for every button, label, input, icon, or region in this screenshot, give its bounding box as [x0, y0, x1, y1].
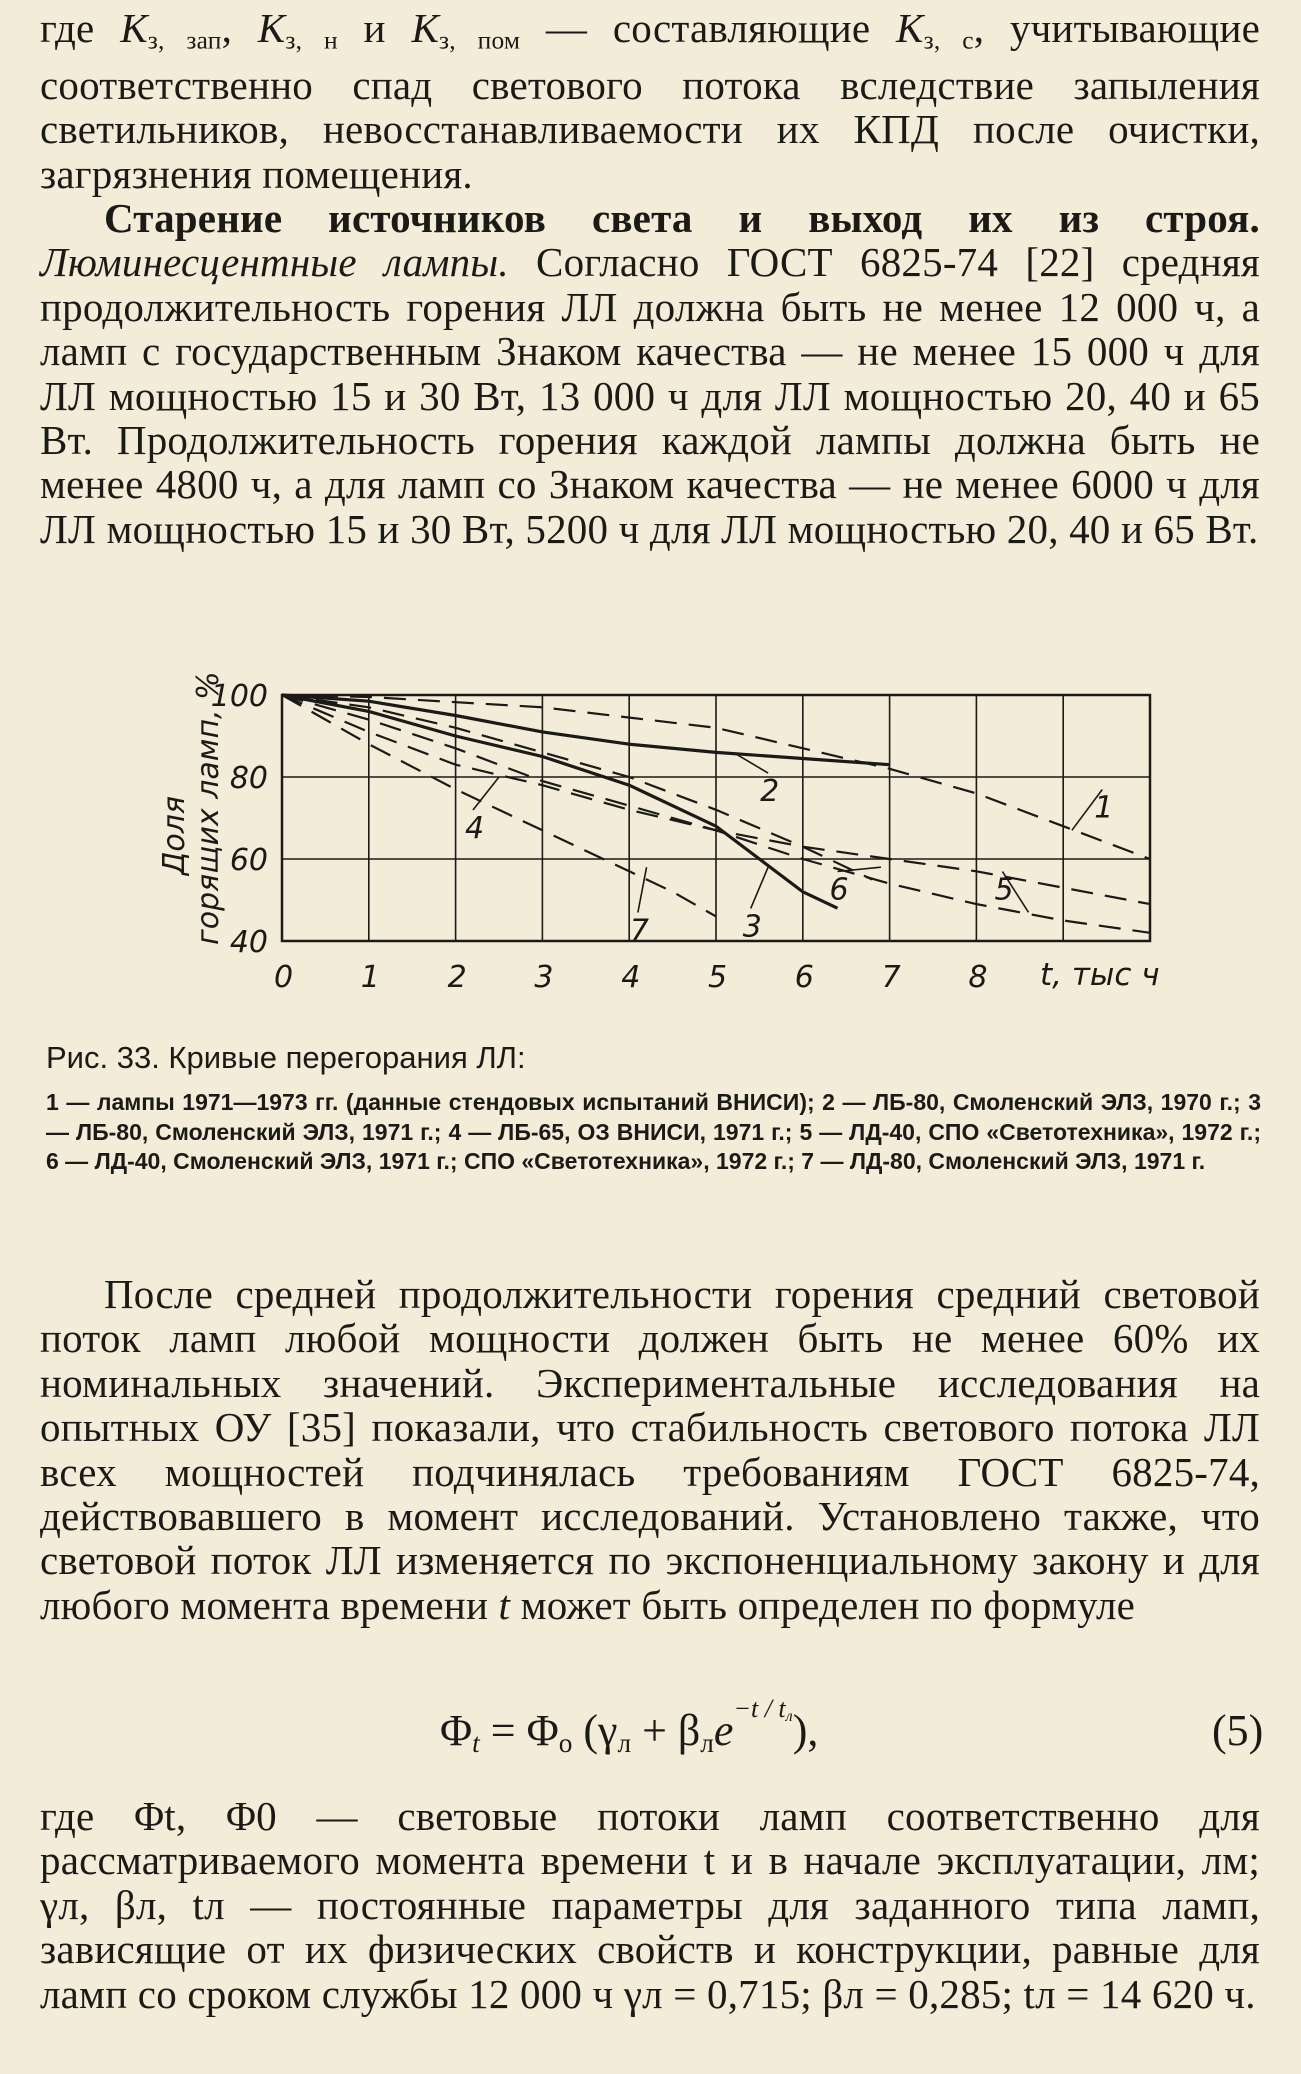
burnout-chart	[150, 655, 1190, 1015]
series-label: 2	[760, 774, 780, 810]
leader-line	[638, 867, 647, 912]
section-heading: Старение источников света и выход их из строя.	[104, 195, 1260, 241]
series-label: 4	[464, 811, 485, 846]
curve-2	[282, 695, 890, 765]
series-label: 6	[829, 872, 849, 908]
text-fragment: может быть определен по формуле	[510, 1581, 1136, 1628]
x-axis-label: t, тыс ч	[1040, 957, 1160, 993]
subscript: з, зап	[147, 26, 222, 55]
x-tick-labels	[274, 960, 987, 995]
formula-exponent: −t / t	[733, 1694, 786, 1723]
text-fragment: — составляющие	[520, 5, 897, 51]
last-paragraph	[40, 1794, 1260, 2016]
text-fragment: После средней продолжительности горения средний световой поток ламп любой мощности должен быть не менее 60% их номинальных значений. Экспериментальные исследования на опытных ОУ [35] показали, что стабильность светового потока ЛЛ всех мощностей подчинялась требованиям ГОСТ 6825-74, действовавшего в момент исследований. Установлено также, что световой поток ЛЛ изменяется по экспоненциальному закону и для любого момента времени	[40, 1271, 1260, 1628]
formula-part: о	[558, 1727, 573, 1758]
text-fragment: ,	[221, 5, 258, 51]
figure-caption-title: Рис. 33. Кривые перегорания ЛЛ:	[46, 1040, 526, 1075]
symbol-k: K	[120, 5, 148, 51]
x-tick-label: 6	[794, 960, 814, 995]
formula-part: t	[472, 1727, 480, 1758]
x-tick-label: 0	[274, 960, 294, 995]
x-tick-label: 7	[881, 960, 901, 995]
series-labels	[465, 752, 1113, 948]
series-label: 1	[1094, 790, 1114, 826]
figure-caption-legend: 1 — лампы 1971—1973 гг. (данные стендовых испытаний ВНИСИ); 2 — ЛБ-80, Смоленский ЭЛЗ, 1970 г.; 3 — ЛБ-80, Смоленский ЭЛЗ, 1971 г.; 4 — ЛБ-65, ОЗ ВНИСИ, 1971 г.; 5 — ЛД-40, СПО «Светотехника», 1972 г.; 6 — ЛД-40, Смоленский ЭЛЗ, 1971 г.; СПО «Светотехника», 1972 г.; 7 — ЛД-80, Смоленский ЭЛЗ, 1971 г.	[46, 1089, 1261, 1174]
symbol-k: K	[411, 5, 439, 51]
series-label: 7	[629, 913, 649, 949]
text-fragment: и	[337, 5, 412, 51]
formula-part: Φ	[440, 1706, 473, 1755]
paragraph-body: Согласно ГОСТ 6825-74 [22] средняя продолжительность горения ЛЛ должна быть не менее 12 000 ч, а ламп с государственным Знаком качества — не менее 15 000 ч для ЛЛ мощностью 15 и 30 Вт, 13 000 ч для ЛЛ мощностью 20, 40 и 65 Вт. Продолжительность горения каждой лампы должна быть не менее 4800 ч, а для ламп со Знаком качества — не менее 6000 ч для ЛЛ мощностью 15 и 30 Вт, 5200 ч для ЛЛ мощностью 20, 40 и 65 Вт.	[40, 239, 1260, 552]
subscript: з, н	[285, 26, 338, 55]
x-tick-label: 4	[621, 960, 641, 995]
formula-5	[440, 1694, 819, 1759]
subscript: з, с	[923, 26, 974, 55]
formula-part: л	[700, 1727, 714, 1758]
formula-part: = Φ	[479, 1706, 559, 1755]
text-fragment: , учитывающие соответственно спад светового потока вследствие запыления светильников, невосстанавливаемости их КПД после очистки, загрязнения помещения.	[40, 5, 1260, 197]
y-tick-label: 60	[229, 843, 268, 878]
y-tick-label: 100	[210, 679, 268, 714]
series-label: 3	[742, 909, 762, 945]
x-tick-label: 2	[447, 960, 467, 995]
formula-part: e	[713, 1706, 734, 1755]
top-paragraph	[40, 6, 1260, 196]
formula-part: (γ	[572, 1706, 618, 1755]
subsection-heading: Люминесцентные лампы.	[40, 239, 509, 286]
y-tick-label: 80	[229, 761, 268, 796]
leader-line	[838, 867, 881, 871]
formula-part: л	[617, 1727, 632, 1758]
subscript: з, пом	[439, 26, 521, 55]
symbol-k: K	[257, 5, 286, 51]
y-tick-label: 40	[229, 925, 268, 960]
curve-7	[282, 695, 716, 916]
bottom-paragraph	[40, 1272, 1260, 1627]
formula-part: ),	[792, 1706, 819, 1755]
y-axis-label	[157, 671, 226, 945]
leader-line	[473, 777, 499, 810]
y-axis-label-line2: горящих ламп, %	[191, 671, 226, 945]
series-label: 5	[994, 872, 1014, 908]
x-tick-label: 3	[534, 960, 554, 995]
symbol-k: K	[896, 5, 924, 51]
leader-line	[751, 867, 768, 908]
formula-part: + β	[631, 1706, 701, 1755]
formula-part: л	[785, 1708, 793, 1726]
chart-grid	[282, 695, 1150, 941]
equation-number: (5)	[1212, 1706, 1264, 1755]
x-tick-label: 5	[708, 960, 728, 995]
y-axis-label-line1: Доля	[157, 795, 192, 875]
symbol-t: t	[498, 1581, 511, 1628]
x-tick-label: 8	[968, 960, 988, 995]
curve-3	[282, 695, 838, 908]
x-tick-label: 1	[360, 960, 380, 995]
section-paragraph	[40, 196, 1260, 551]
text-fragment: где	[40, 5, 121, 51]
paragraph-body: где Φt, Φ0 — световые потоки ламп соответственно для рассматриваемого момента времени t и в начале эксплуатации, лм; γл, βл, tл — постоянные параметры для заданного типа ламп, зависящие от их физических свойств и конструкции, равные для ламп со сроком службы 12 000 ч γл = 0,715; βл = 0,285; tл = 14 620 ч.	[40, 1793, 1260, 2017]
